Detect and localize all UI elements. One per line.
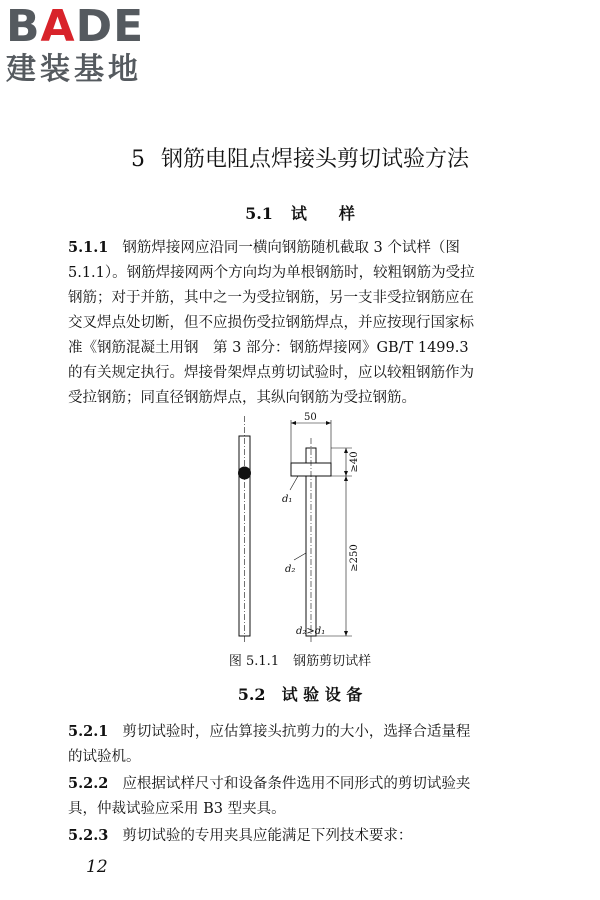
dim-length-label: ≥250	[349, 544, 360, 572]
clause-5-2-1	[68, 719, 536, 770]
section-5-1-heading	[0, 203, 600, 225]
clause-number: 5.2.1	[68, 723, 109, 740]
clause-number: 5.1.1	[68, 239, 109, 256]
caption-number: 图 5.1.1	[228, 654, 280, 669]
clause-line: 的试验机。	[68, 749, 141, 765]
chapter-heading	[0, 146, 600, 174]
caption-title: 钢筋剪切试样	[293, 654, 372, 669]
logo-wordmark	[6, 1, 176, 52]
label-d2: d₂	[285, 564, 296, 575]
chapter-number: 5	[130, 147, 145, 172]
logo-letter-b: B	[6, 1, 41, 52]
clause-line: 剪切试验时，应估算接头抗剪力的大小，选择合适量程	[122, 724, 471, 740]
clause-number: 5.2.2	[68, 775, 109, 792]
clause-5-2-3	[68, 823, 536, 849]
figure-shear-specimen	[220, 408, 400, 648]
diameter-condition: d₂>d₁	[296, 626, 326, 637]
clause-5-2-2	[68, 771, 536, 822]
dim-width-label: 50	[304, 412, 317, 423]
clause-line: 交叉焊点处切断，但不应损伤受拉钢筋焊点，并应按现行国家标	[68, 315, 474, 331]
dim-top-label: ≥40	[349, 451, 360, 473]
section-title: 试 验 设 备	[281, 685, 363, 704]
clause-line: 钢筋焊接网应沿同一横向钢筋随机截取 3 个试样（图	[122, 240, 460, 256]
clause-line: 准《钢筋混凝土用钢 第 3 部分：钢筋焊接网》GB/T 1499.3	[68, 340, 469, 356]
clause-text: 剪切试验的专用夹具应能满足下列技术要求：	[122, 828, 413, 844]
label-d1: d₁	[282, 494, 293, 505]
clause-line: 应根据试样尺寸和设备条件选用不同形式的剪切试验夹	[122, 776, 471, 792]
section-number: 5.1	[245, 204, 273, 223]
section-5-2-heading	[0, 684, 600, 706]
cross-bar-section	[238, 467, 251, 480]
clause-line: 受拉钢筋；同直径钢筋焊点，其纵向钢筋为受拉钢筋。	[68, 390, 416, 406]
clause-line: 5.1.1）。钢筋焊接网两个方向均为单根钢筋时，较粗钢筋为受拉	[68, 265, 475, 281]
logo-subtitle: 建装基地	[6, 52, 142, 87]
clause-number: 5.2.3	[68, 827, 109, 844]
page-number: 12	[86, 857, 108, 877]
section-number: 5.2	[237, 685, 266, 704]
clause-line: 的有关规定执行。焊接骨架焊点剪切试验时，应以较粗钢筋作为	[68, 365, 474, 381]
clause-line: 具，仲裁试验应采用 B3 型夹具。	[68, 801, 286, 817]
figure-caption	[0, 653, 600, 671]
clause-5-1-1	[68, 235, 536, 411]
specimen-drawing	[220, 408, 400, 648]
brand-logo	[6, 1, 176, 88]
logo-letter-a: A	[40, 1, 76, 52]
section-title: 试 样	[290, 204, 355, 223]
clause-line: 钢筋；对于并筋，其中之一为受拉钢筋，另一支非受拉钢筋应在	[68, 290, 474, 306]
logo-letters-de: DE	[75, 1, 145, 52]
chapter-title: 钢筋电阻点焊接头剪切试验方法	[160, 147, 469, 172]
